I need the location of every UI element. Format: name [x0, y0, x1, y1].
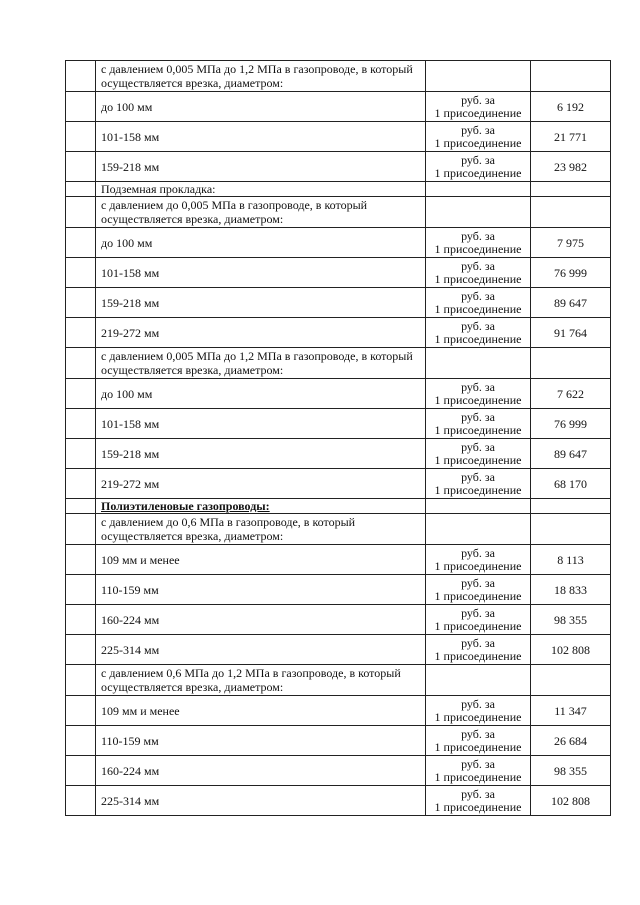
number-cell	[66, 499, 96, 514]
unit-line-2: 1 присоединение	[434, 331, 522, 346]
diameter-cell: 101-158 мм	[96, 258, 426, 288]
table-row	[66, 575, 611, 605]
unit-line-2: 1 присоединение	[434, 392, 522, 407]
number-cell	[66, 635, 96, 665]
diameter-cell: 110-159 мм	[96, 575, 426, 605]
unit-cell	[426, 605, 531, 635]
diameter-cell: 159-218 мм	[96, 439, 426, 469]
unit-cell	[426, 182, 531, 197]
section-title: с давлением до 0,005 МПа в газопроводе, в который осуществляется врезка, диаметром:	[96, 197, 426, 228]
table-row	[66, 379, 611, 409]
price-cell: 26 684	[531, 726, 611, 756]
unit-cell	[426, 575, 531, 605]
unit-cell	[426, 92, 531, 122]
unit-line-2: 1 присоединение	[434, 558, 522, 573]
number-cell	[66, 469, 96, 499]
price-cell	[531, 182, 611, 197]
section-header-row	[66, 61, 611, 92]
diameter-cell: 101-158 мм	[96, 122, 426, 152]
number-cell	[66, 122, 96, 152]
diameter-cell: 219-272 мм	[96, 469, 426, 499]
price-cell: 8 113	[531, 545, 611, 575]
unit-line-1: руб. за	[461, 318, 495, 333]
number-cell	[66, 575, 96, 605]
number-cell	[66, 92, 96, 122]
unit-line-2: 1 присоединение	[434, 301, 522, 316]
table-row	[66, 635, 611, 665]
unit-cell	[426, 258, 531, 288]
table-row	[66, 318, 611, 348]
unit-line-1: руб. за	[461, 288, 495, 303]
price-cell: 21 771	[531, 122, 611, 152]
price-cell	[531, 665, 611, 696]
table-row	[66, 696, 611, 726]
diameter-cell: 225-314 мм	[96, 635, 426, 665]
price-cell: 7 622	[531, 379, 611, 409]
diameter-cell: 159-218 мм	[96, 152, 426, 182]
unit-line-1: руб. за	[461, 439, 495, 454]
table-row	[66, 228, 611, 258]
price-cell: 98 355	[531, 605, 611, 635]
unit-line-2: 1 присоединение	[434, 422, 522, 437]
section-title: с давлением 0,005 МПа до 1,2 МПа в газопроводе, в который осуществляется врезка, диаметром:	[96, 348, 426, 379]
section-title: с давлением 0,005 МПа до 1,2 МПа в газопроводе, в который осуществляется врезка, диаметром:	[96, 61, 426, 92]
number-cell	[66, 228, 96, 258]
unit-line-1: руб. за	[461, 469, 495, 484]
unit-line-2: 1 присоединение	[434, 709, 522, 724]
unit-line-1: руб. за	[461, 228, 495, 243]
unit-line-2: 1 присоединение	[434, 482, 522, 497]
table-row	[66, 92, 611, 122]
unit-line-1: руб. за	[461, 258, 495, 273]
number-cell	[66, 605, 96, 635]
unit-cell	[426, 469, 531, 499]
table-row	[66, 258, 611, 288]
number-cell	[66, 61, 96, 92]
table-row	[66, 122, 611, 152]
number-cell	[66, 514, 96, 545]
unit-cell	[426, 228, 531, 258]
table-row	[66, 409, 611, 439]
number-cell	[66, 197, 96, 228]
price-cell	[531, 197, 611, 228]
unit-cell	[426, 409, 531, 439]
unit-line-1: руб. за	[461, 122, 495, 137]
unit-cell	[426, 318, 531, 348]
price-cell: 76 999	[531, 409, 611, 439]
unit-cell	[426, 756, 531, 786]
unit-line-1: руб. за	[461, 575, 495, 590]
price-cell: 89 647	[531, 439, 611, 469]
price-cell: 89 647	[531, 288, 611, 318]
diameter-cell: 159-218 мм	[96, 288, 426, 318]
unit-line-1: руб. за	[461, 756, 495, 771]
price-cell: 102 808	[531, 635, 611, 665]
number-cell	[66, 439, 96, 469]
diameter-cell: 225-314 мм	[96, 786, 426, 816]
unit-cell	[426, 61, 531, 92]
table-row	[66, 288, 611, 318]
diameter-cell: 101-158 мм	[96, 409, 426, 439]
unit-line-1: руб. за	[461, 409, 495, 424]
unit-cell	[426, 122, 531, 152]
unit-cell	[426, 726, 531, 756]
unit-cell	[426, 439, 531, 469]
unit-line-2: 1 присоединение	[434, 618, 522, 633]
diameter-cell: 160-224 мм	[96, 605, 426, 635]
price-cell	[531, 514, 611, 545]
table-row	[66, 756, 611, 786]
unit-line-2: 1 присоединение	[434, 452, 522, 467]
unit-line-2: 1 присоединение	[434, 165, 522, 180]
price-cell: 23 982	[531, 152, 611, 182]
unit-cell	[426, 696, 531, 726]
price-cell: 11 347	[531, 696, 611, 726]
unit-line-2: 1 присоединение	[434, 799, 522, 814]
diameter-cell: до 100 мм	[96, 92, 426, 122]
unit-line-2: 1 присоединение	[434, 648, 522, 663]
number-cell	[66, 696, 96, 726]
number-cell	[66, 545, 96, 575]
unit-line-2: 1 присоединение	[434, 588, 522, 603]
price-cell: 7 975	[531, 228, 611, 258]
unit-line-1: руб. за	[461, 635, 495, 650]
unit-line-1: руб. за	[461, 696, 495, 711]
unit-line-1: руб. за	[461, 545, 495, 560]
unit-line-1: руб. за	[461, 92, 495, 107]
diameter-cell: 219-272 мм	[96, 318, 426, 348]
price-cell: 18 833	[531, 575, 611, 605]
diameter-cell: 109 мм и менее	[96, 696, 426, 726]
section-title: Подземная прокладка:	[96, 182, 426, 197]
unit-cell	[426, 197, 531, 228]
number-cell	[66, 665, 96, 696]
table-row	[66, 726, 611, 756]
section-header-row	[66, 182, 611, 197]
unit-line-1: руб. за	[461, 379, 495, 394]
diameter-cell: до 100 мм	[96, 228, 426, 258]
table-row	[66, 469, 611, 499]
price-cell: 102 808	[531, 786, 611, 816]
section-header-row	[66, 197, 611, 228]
unit-cell	[426, 545, 531, 575]
number-cell	[66, 379, 96, 409]
table-row	[66, 786, 611, 816]
unit-cell	[426, 499, 531, 514]
price-cell: 76 999	[531, 258, 611, 288]
unit-cell	[426, 379, 531, 409]
tariff-table	[65, 60, 611, 816]
unit-cell	[426, 635, 531, 665]
section-header-row	[66, 665, 611, 696]
unit-line-1: руб. за	[461, 726, 495, 741]
number-cell	[66, 258, 96, 288]
price-cell	[531, 499, 611, 514]
diameter-cell: 160-224 мм	[96, 756, 426, 786]
number-cell	[66, 288, 96, 318]
table-row	[66, 152, 611, 182]
number-cell	[66, 786, 96, 816]
price-cell	[531, 348, 611, 379]
diameter-cell: 109 мм и менее	[96, 545, 426, 575]
number-cell	[66, 756, 96, 786]
unit-line-2: 1 присоединение	[434, 739, 522, 754]
unit-cell	[426, 514, 531, 545]
section-title: с давлением 0,6 МПа до 1,2 МПа в газопроводе, в который осуществляется врезка, диаметром:	[96, 665, 426, 696]
unit-line-1: руб. за	[461, 786, 495, 801]
price-cell: 6 192	[531, 92, 611, 122]
number-cell	[66, 182, 96, 197]
number-cell	[66, 348, 96, 379]
price-cell: 91 764	[531, 318, 611, 348]
unit-cell	[426, 665, 531, 696]
number-cell	[66, 409, 96, 439]
section-title: с давлением до 0,6 МПа в газопроводе, в который осуществляется врезка, диаметром:	[96, 514, 426, 545]
unit-cell	[426, 348, 531, 379]
unit-line-2: 1 присоединение	[434, 105, 522, 120]
price-cell	[531, 61, 611, 92]
number-cell	[66, 152, 96, 182]
unit-line-2: 1 присоединение	[434, 241, 522, 256]
number-cell	[66, 726, 96, 756]
section-header-row	[66, 348, 611, 379]
table-row	[66, 439, 611, 469]
tariff-table-body	[66, 61, 611, 816]
unit-line-2: 1 присоединение	[434, 271, 522, 286]
section-title: Полиэтиленовые газопроводы:	[96, 499, 426, 514]
table-row	[66, 545, 611, 575]
unit-cell	[426, 288, 531, 318]
unit-line-2: 1 присоединение	[434, 769, 522, 784]
price-cell: 68 170	[531, 469, 611, 499]
section-header-row	[66, 499, 611, 514]
number-cell	[66, 318, 96, 348]
section-header-row	[66, 514, 611, 545]
diameter-cell: 110-159 мм	[96, 726, 426, 756]
table-row	[66, 605, 611, 635]
diameter-cell: до 100 мм	[96, 379, 426, 409]
price-cell: 98 355	[531, 756, 611, 786]
unit-line-1: руб. за	[461, 605, 495, 620]
unit-line-2: 1 присоединение	[434, 135, 522, 150]
unit-line-1: руб. за	[461, 152, 495, 167]
unit-cell	[426, 152, 531, 182]
unit-cell	[426, 786, 531, 816]
